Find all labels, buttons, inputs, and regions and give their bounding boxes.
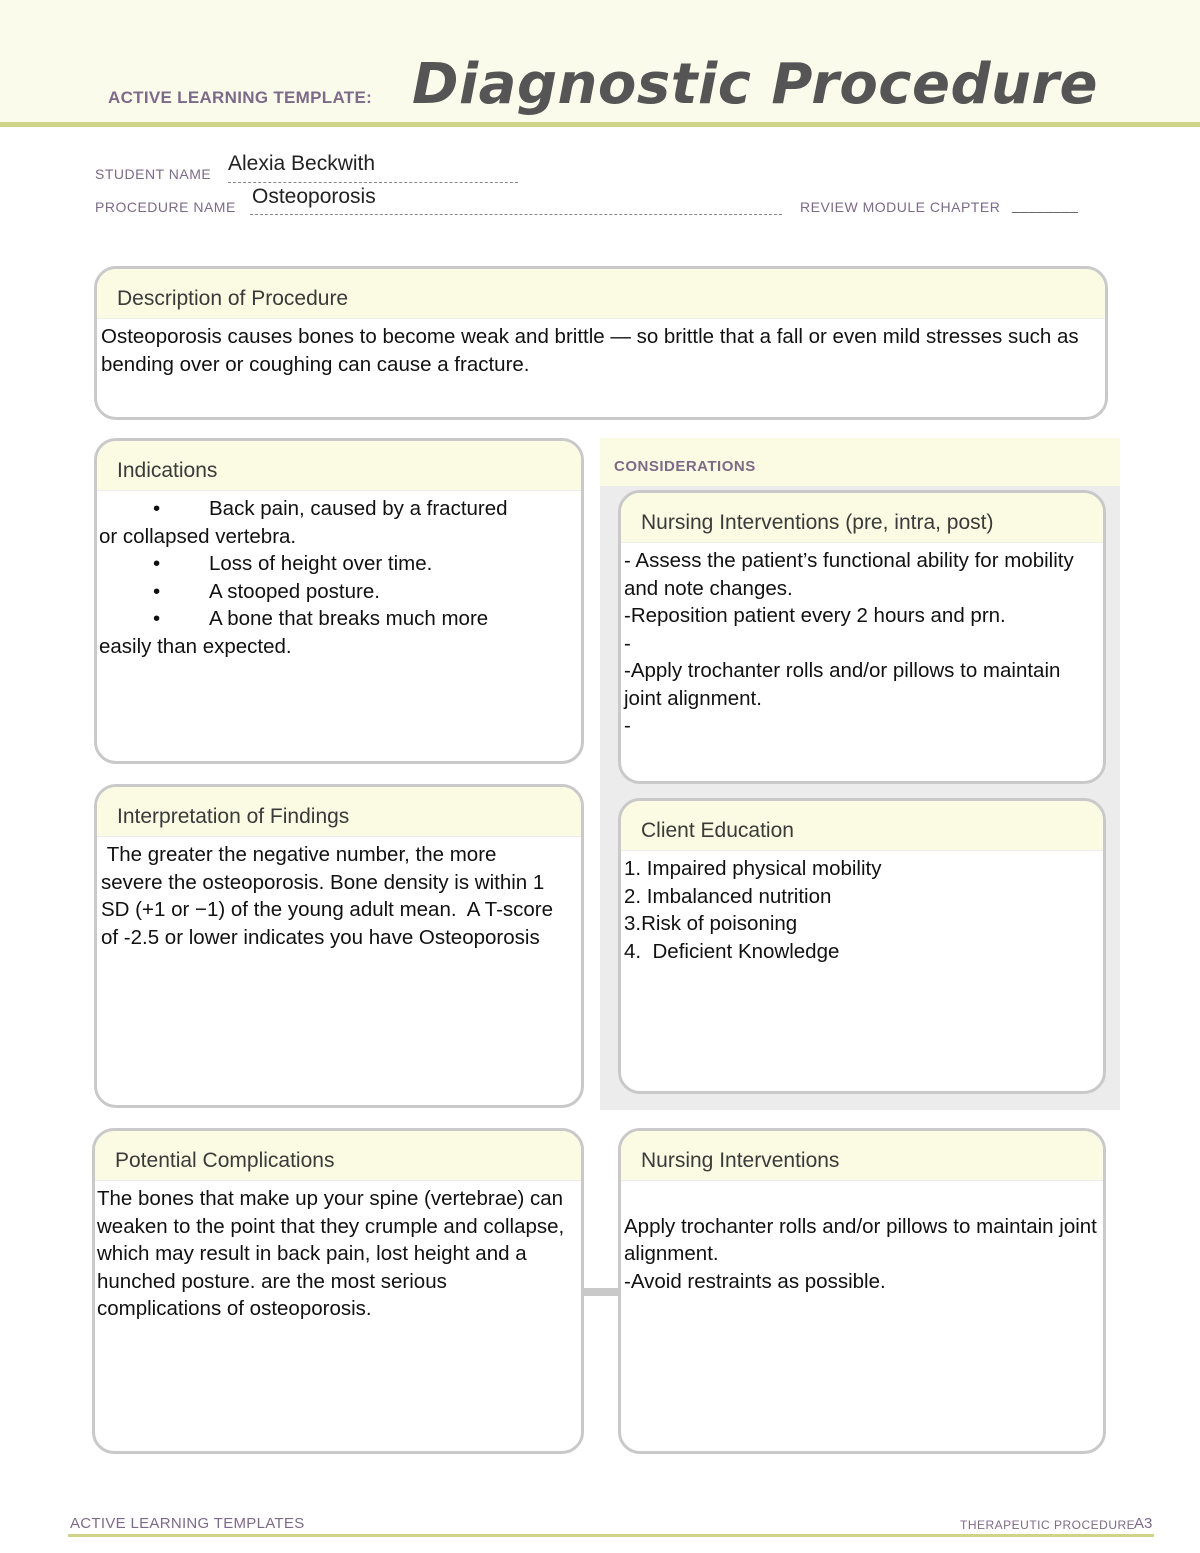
list-item [99,578,575,606]
interpretation-title: Interpretation of Findings [97,787,581,837]
procedure-name-line [250,214,782,215]
procedure-name-field[interactable]: Osteoporosis [252,185,376,208]
description-box [94,266,1108,420]
template-title: Diagnostic Procedure [412,52,1099,117]
nursing-interventions-title: Nursing Interventions [621,1131,1103,1181]
indications-box [94,438,584,764]
footer-rule [68,1534,1154,1537]
student-name-label: STUDENT NAME [95,166,212,182]
list-item-text: A bone that breaks much more [209,607,489,630]
list-item [99,495,575,550]
client-education-title: Client Education [621,801,1103,851]
client-education-box [618,798,1106,1094]
potential-complications-title: Potential Complications [95,1131,581,1181]
interpretation-text[interactable]: The greater the negative number, the more severe the osteoporosis. Bone density is within 1 SD (+1 or −1) of the young adult mean. A T-score of -2.5 or lower indicates you have Osteoporosis [101,843,559,949]
description-text[interactable]: Osteoporosis causes bones to become weak and brittle — so brittle that a fall or even mild stresses such as bending over or coughing can cause a fracture. [101,325,1085,376]
nursing-interventions-box [618,1128,1106,1454]
potential-complications-text[interactable]: The bones that make up your spine (vertebrae) can weaken to the point that they crumple and collapse, which may result in back pain, lost height and a hunched posture. are the most serious complications of osteoporosis. [97,1187,570,1320]
indications-list[interactable] [97,491,581,660]
bullet: • [153,552,161,575]
list-item-text: A stooped posture. [209,579,380,603]
list-item [99,550,575,578]
page-number: A3 [1134,1515,1153,1532]
description-title: Description of Procedure [97,269,1105,319]
indications-title: Indications [97,441,581,491]
connector-bar [582,1288,620,1296]
nursing-interventions-pre-title: Nursing Interventions (pre, intra, post) [621,493,1103,543]
footer-right: THERAPEUTIC PROCEDURE [960,1518,1136,1532]
review-module-field[interactable]: ________ [1012,197,1079,213]
procedure-name-label: PROCEDURE NAME [95,199,236,215]
list-item-text: Loss of height over time. [209,552,433,575]
list-item [99,605,575,660]
list-item-continuation: easily than expected. [99,634,292,658]
template-label: ACTIVE LEARNING TEMPLATE: [108,88,373,107]
student-name-line [228,182,518,183]
considerations-label: CONSIDERATIONS [614,458,756,475]
list-item-text: Back pain, caused by a fractured [209,497,508,520]
client-education-text[interactable]: 1. Impaired physical mobility 2. Imbalanced nutrition 3.Risk of poisoning 4. Deficient Knowledge [624,857,882,963]
header-rule [0,122,1200,127]
bullet: • [153,607,161,630]
potential-complications-box [92,1128,584,1454]
nursing-interventions-text[interactable]: Apply trochanter rolls and/or pillows to maintain joint alignment. -Avoid restraints as possible. [624,1214,1097,1293]
footer-left: ACTIVE LEARNING TEMPLATES [70,1515,305,1532]
nursing-interventions-pre-text[interactable]: - Assess the patient’s functional ability for mobility and note changes. -Reposition patient every 2 hours and prn. - -Apply trochanter rolls and/or pillows to maintain joint alignment. - [624,549,1074,737]
bullet: • [153,497,161,520]
list-item-continuation: or collapsed vertebra. [99,524,297,548]
student-name-field[interactable]: Alexia Beckwith [228,152,376,175]
interpretation-box [94,784,584,1108]
nursing-interventions-pre-box [618,490,1106,784]
bullet: • [153,579,161,603]
review-module-label: REVIEW MODULE CHAPTER [800,199,1001,215]
